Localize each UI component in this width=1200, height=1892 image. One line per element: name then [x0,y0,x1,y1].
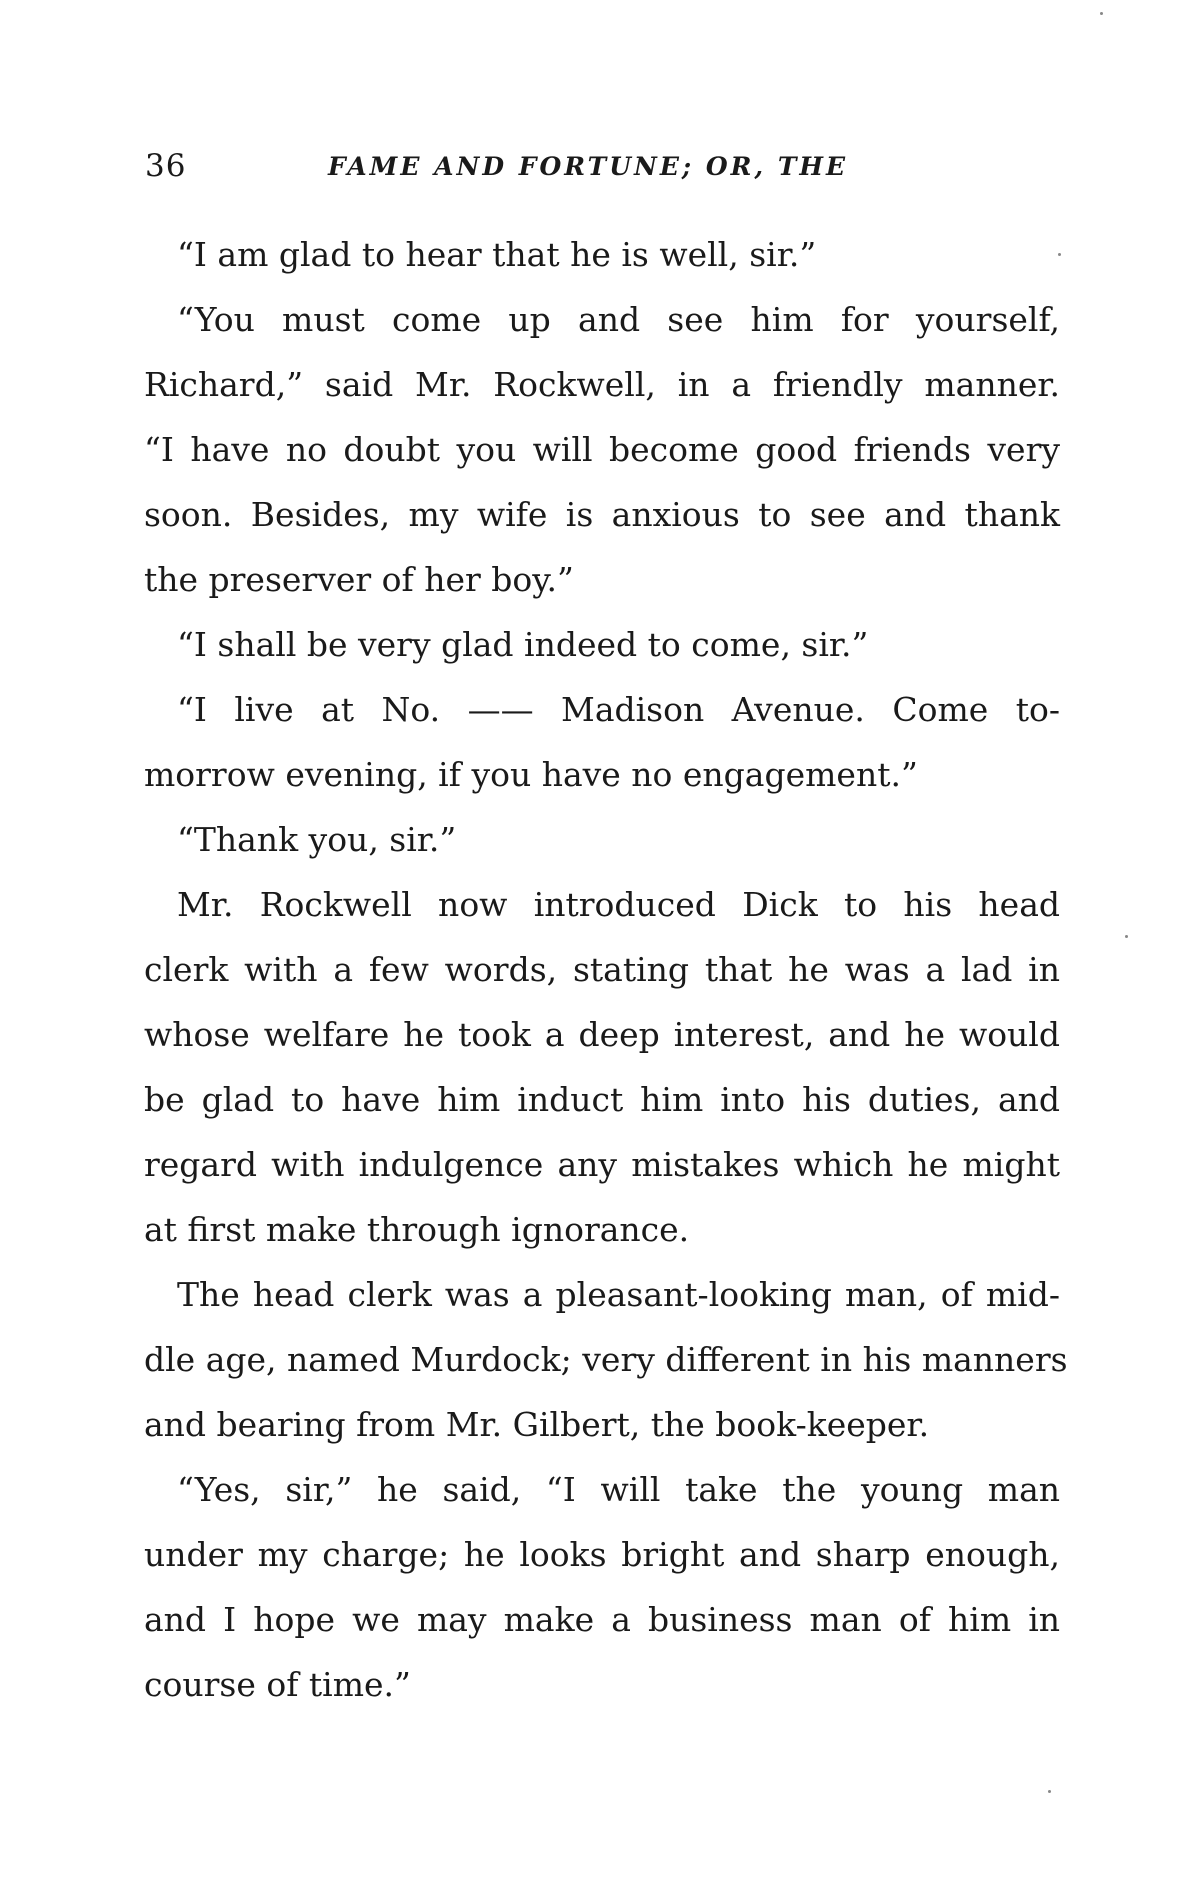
text-line: regard with indulgence any mistakes which he might [144,1145,1060,1184]
text-line: Mr. Rockwell now introduced Dick to his head [177,885,1060,924]
text-line: at first make through ignorance. [144,1210,690,1249]
text-line: “I shall be very glad indeed to come, sir.” [177,625,869,664]
paper-speck [1048,1790,1051,1793]
page-number: 36 [145,148,187,184]
text-line: dle age, named Murdock; very different in his manners [144,1340,1068,1379]
text-line: “I am glad to hear that he is well, sir.” [177,235,817,274]
text-line: whose welfare he took a deep interest, and he would [144,1015,1060,1054]
running-head [145,148,905,188]
running-title: FAME AND FORTUNE; OR, THE [328,152,849,181]
text-line: be glad to have him induct him into his duties, and [144,1080,1060,1119]
text-line: under my charge; he looks bright and sharp enough, [144,1535,1060,1574]
text-line: course of time.” [144,1665,411,1704]
text-line: morrow evening, if you have no engagement.” [144,755,918,794]
text-line: Richard,” said Mr. Rockwell, in a friendly manner. [144,365,1060,404]
text-line: and I hope we may make a business man of him in [144,1600,1060,1639]
text-line: “You must come up and see him for yourself, [177,300,1060,339]
paper-speck [1125,935,1128,938]
text-line: soon. Besides, my wife is anxious to see and thank [144,495,1060,534]
paper-speck [1058,253,1061,256]
text-line: “I live at No. —— Madison Avenue. Come to- [177,690,1060,729]
paper-speck [1100,12,1103,15]
text-line: the preserver of her boy.” [144,560,574,599]
text-line: The head clerk was a pleasant-looking man, of mid- [177,1275,1060,1314]
text-line: “I have no doubt you will become good friends very [144,430,1060,469]
text-line: and bearing from Mr. Gilbert, the book-keeper. [144,1405,930,1444]
text-line: clerk with a few words, stating that he was a lad in [144,950,1060,989]
text-line: “Yes, sir,” he said, “I will take the young man [177,1470,1060,1509]
text-line: “Thank you, sir.” [177,820,457,859]
